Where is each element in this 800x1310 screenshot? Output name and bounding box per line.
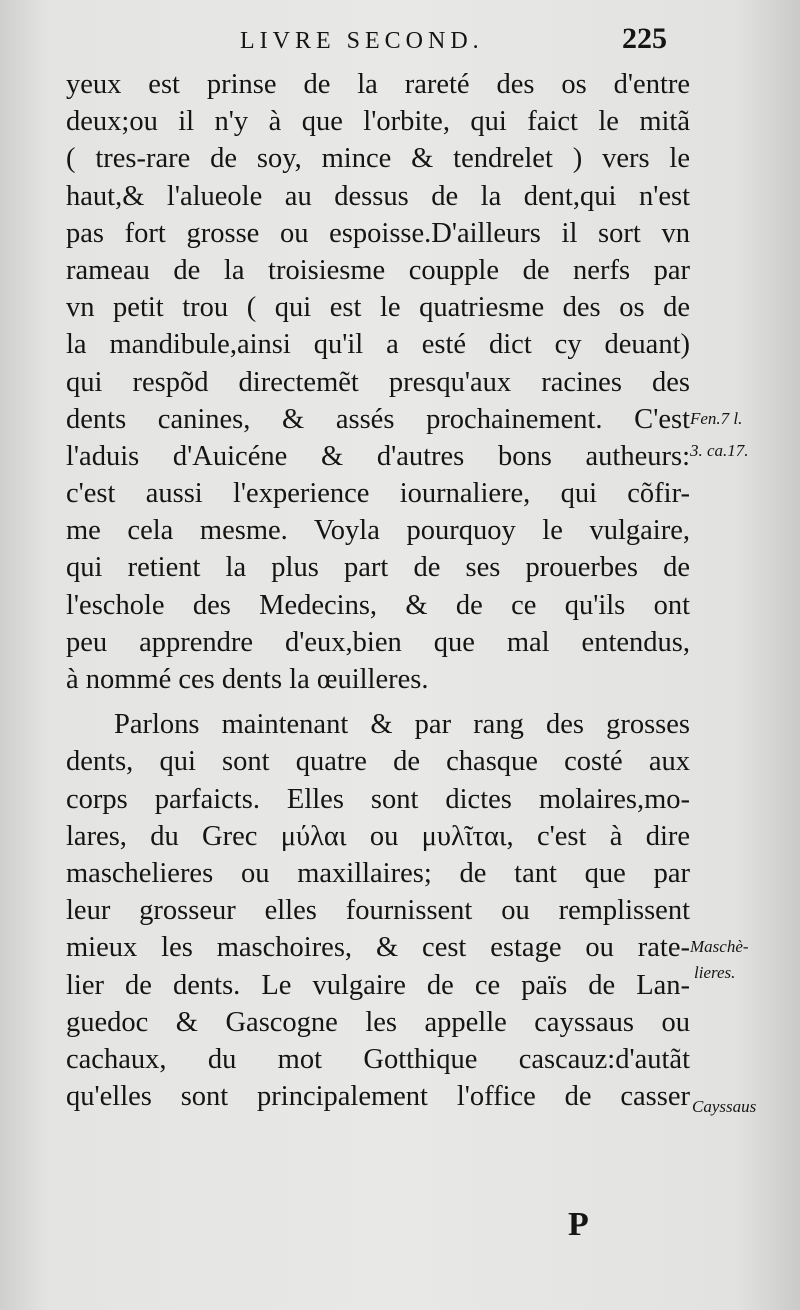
text-line: rameau de la troisiesme coupple de nerfs par bbox=[66, 254, 690, 286]
text-line: lares, du Grec μύλαι ou μυλῖται, c'est à dire bbox=[66, 820, 690, 852]
body-text bbox=[66, 66, 690, 1115]
text-line: vn petit trou ( qui est le quatriesme des os de bbox=[66, 292, 690, 324]
running-head: LIVRE SECOND. bbox=[240, 28, 484, 54]
text-line: peu apprendre d'eux,bien que mal entendus, bbox=[66, 626, 690, 658]
page-number: 225 bbox=[622, 22, 667, 55]
text-line: corps parfaicts. Elles sont dictes molaires,mo- bbox=[66, 783, 690, 815]
text-line: dents, qui sont quatre de chasque costé aux bbox=[66, 746, 690, 778]
margin-note-reference: 3. ca.17. bbox=[690, 441, 749, 460]
text-line: maschelieres ou maxillaires; de tant que par bbox=[66, 857, 690, 889]
text-line: qui retient la plus part de ses prouerbes de bbox=[66, 552, 690, 584]
text-line: deux;ou il n'y à que l'orbite, qui faict le mitã bbox=[66, 106, 690, 138]
text-line: l'aduis d'Auicéne & d'autres bons autheurs: bbox=[66, 440, 690, 472]
text-line: la mandibule,ainsi qu'il a esté dict cy deuant) bbox=[66, 329, 690, 361]
text-line: haut,& l'alueole au dessus de la dent,qui n'est bbox=[66, 180, 690, 212]
text-line: leur grosseur elles fournissent ou remplissent bbox=[66, 895, 690, 927]
margin-note-gloss: Cayssaus bbox=[692, 1097, 757, 1116]
text-line: pas fort grosse ou espoisse.D'ailleurs il sort vn bbox=[66, 217, 690, 249]
text-line: cachaux, du mot Gotthique cascauz:d'autãt bbox=[66, 1043, 690, 1075]
margin-note-reference: Fen.7 l. bbox=[690, 409, 743, 428]
text-line: me cela mesme. Voyla pourquoy le vulgaire, bbox=[66, 515, 690, 547]
text-line: l'eschole des Medecins, & de ce qu'ils ont bbox=[66, 589, 690, 621]
text-line: qu'elles sont principalement l'office de casser bbox=[66, 1081, 690, 1113]
signature-mark: P bbox=[568, 1206, 589, 1243]
paragraph-end-line: à nommé ces dents la œuilleres. bbox=[66, 664, 429, 695]
text-line: guedoc & Gascogne les appelle cayssaus ou bbox=[66, 1006, 690, 1038]
text-line: qui respõd directemẽt presqu'aux racines des bbox=[66, 366, 690, 398]
text-line: dents canines, & assés prochainement. C'est bbox=[66, 403, 690, 435]
text-line: mieux les maschoires, & cest estage ou rate- bbox=[66, 932, 690, 964]
text-line: lier de dents. Le vulgaire de ce païs de Lan- bbox=[66, 969, 690, 1001]
margin-note-gloss: lieres. bbox=[694, 963, 736, 982]
margin-note-gloss: Maschè- bbox=[690, 937, 749, 956]
text-line: yeux est prinse de la rareté des os d'entre bbox=[66, 69, 690, 100]
paragraph-start-line: Parlons maintenant & par rang des grosses bbox=[114, 709, 690, 741]
text-line: c'est aussi l'experience iournaliere, qui cõfir- bbox=[66, 478, 690, 510]
page-header bbox=[0, 18, 800, 60]
text-line: ( tres-rare de soy, mince & tendrelet ) vers le bbox=[66, 143, 690, 175]
